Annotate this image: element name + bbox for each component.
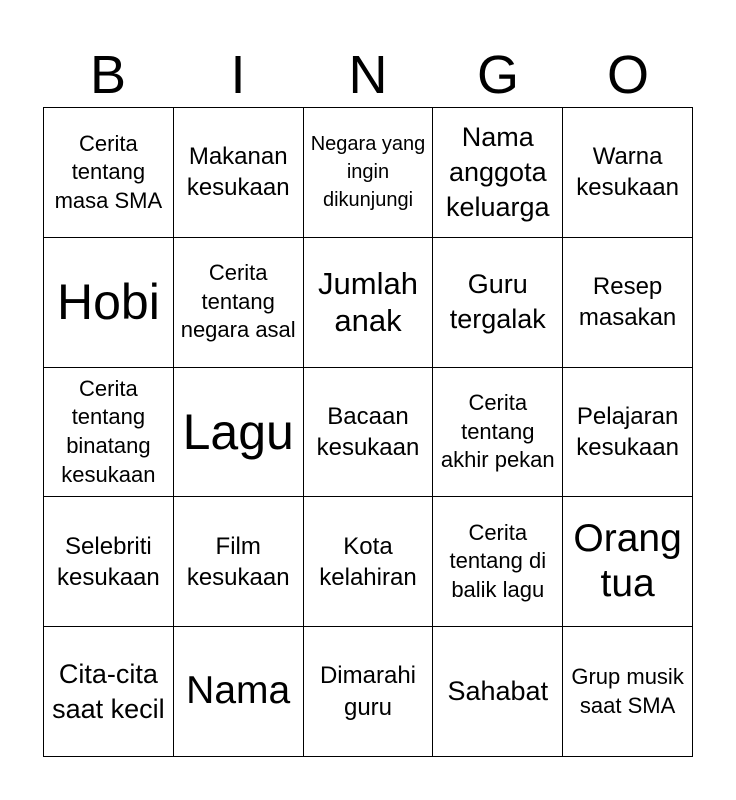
bingo-cell[interactable] — [44, 627, 174, 757]
cell-text: Negara yang ingin dikunjungi — [310, 133, 426, 212]
bingo-cell[interactable] — [433, 108, 563, 238]
bingo-cell[interactable] — [563, 497, 693, 627]
cell-text: Jumlah anak — [318, 266, 418, 339]
bingo-cell[interactable] — [174, 368, 304, 498]
bingo-cell[interactable] — [174, 627, 304, 757]
bingo-header — [43, 44, 693, 106]
bingo-cell[interactable] — [44, 238, 174, 368]
header-letter-i: I — [230, 45, 246, 105]
bingo-cell[interactable] — [174, 108, 304, 238]
cell-text: Hobi — [56, 273, 160, 330]
cell-text: Cerita tentang masa SMA — [54, 130, 163, 213]
cell-text: Cerita tentang akhir pekan — [440, 390, 555, 473]
cell-text: Nama — [186, 669, 291, 713]
cell-text: Lagu — [182, 403, 294, 460]
bingo-cell[interactable] — [563, 627, 693, 757]
header-letter-g: G — [476, 45, 519, 105]
cell-text: Cerita tentang negara asal — [180, 260, 296, 343]
bingo-cell[interactable] — [44, 368, 174, 498]
cell-text: Makanan kesukaan — [186, 143, 290, 202]
bingo-cell[interactable] — [304, 368, 434, 498]
bingo-cell[interactable] — [433, 627, 563, 757]
cell-text: Resep masakan — [578, 273, 677, 332]
cell-text: Guru tergalak — [449, 269, 546, 335]
header-letter-n: N — [348, 45, 388, 105]
cell-text: Pelajaran kesukaan — [576, 402, 679, 461]
header-letter-b: B — [89, 45, 127, 105]
cell-text: Cita-cita saat kecil — [52, 658, 165, 724]
bingo-board — [43, 107, 693, 757]
bingo-cell[interactable] — [433, 497, 563, 627]
bingo-cell[interactable] — [563, 368, 693, 498]
bingo-cell[interactable] — [44, 108, 174, 238]
bingo-cell[interactable] — [304, 497, 434, 627]
bingo-cell[interactable] — [304, 627, 434, 757]
cell-text: Grup musik saat SMA — [571, 664, 684, 718]
cell-text: Cerita tentang binatang kesukaan — [61, 375, 156, 487]
header-letter-o: O — [606, 45, 649, 105]
cell-text: Cerita tentang di balik lagu — [449, 519, 547, 603]
cell-text: Kota kelahiran — [319, 532, 417, 591]
cell-text: Nama anggota keluarga — [446, 121, 550, 222]
cell-text: Orang tua — [573, 516, 682, 605]
bingo-cell[interactable] — [563, 108, 693, 238]
cell-text: Bacaan kesukaan — [316, 402, 420, 461]
cell-text: Dimarahi guru — [319, 662, 416, 721]
bingo-cell[interactable] — [44, 497, 174, 627]
cell-text: Warna kesukaan — [576, 143, 679, 202]
cell-text: Sahabat — [447, 676, 549, 707]
bingo-cell[interactable] — [304, 108, 434, 238]
bingo-cell[interactable] — [174, 497, 304, 627]
bingo-cell[interactable] — [174, 238, 304, 368]
cell-text: Selebriti kesukaan — [57, 532, 160, 591]
bingo-cell[interactable] — [563, 238, 693, 368]
bingo-cell[interactable] — [433, 238, 563, 368]
cell-text: Film kesukaan — [186, 532, 290, 591]
bingo-cell[interactable] — [304, 238, 434, 368]
bingo-cell[interactable] — [433, 368, 563, 498]
